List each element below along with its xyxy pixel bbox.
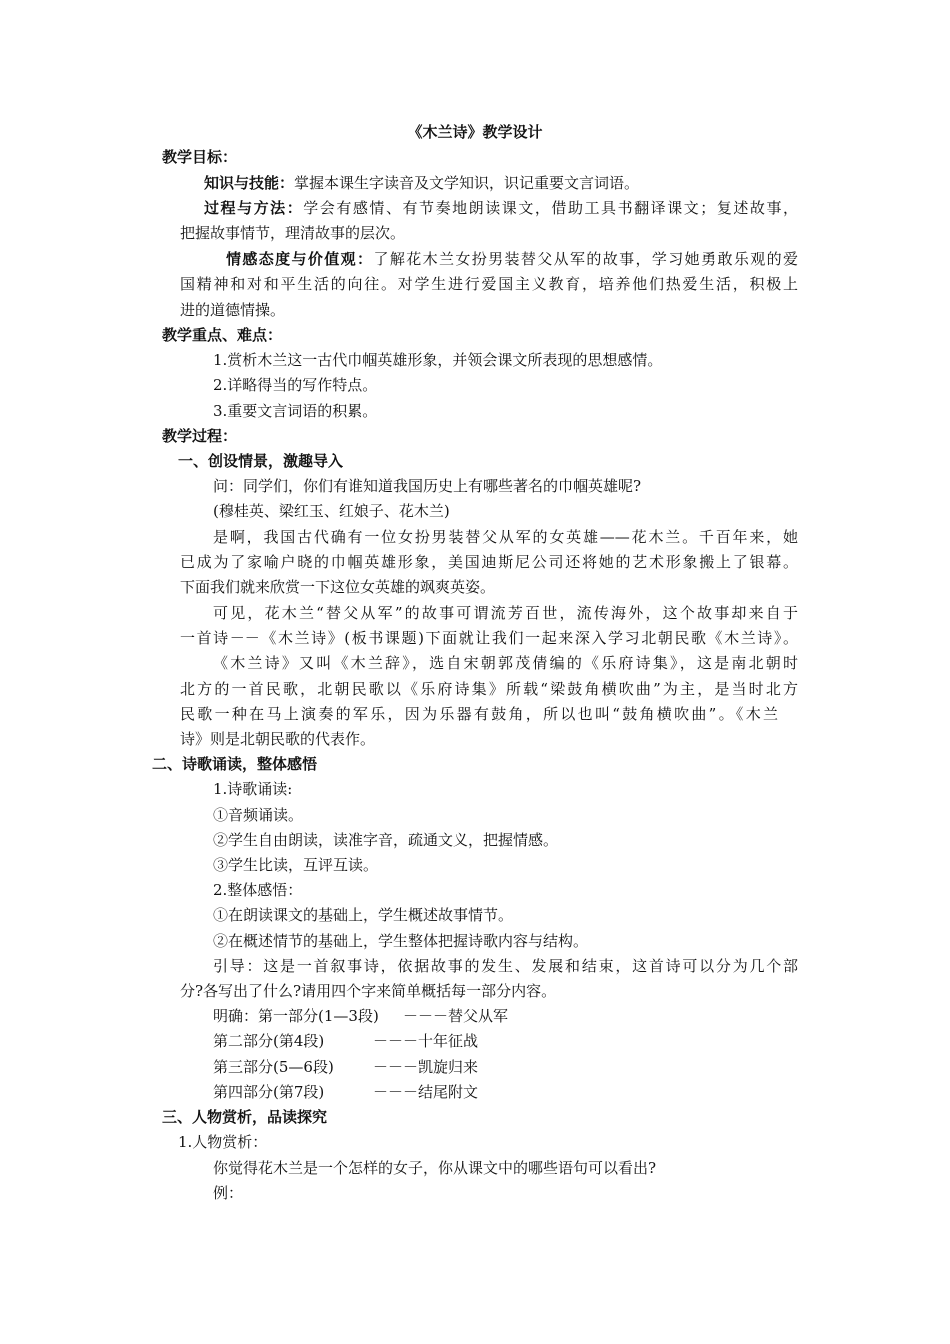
key-point-item: 3.重要文言词语的积累。	[213, 402, 378, 420]
section1-line: (穆桂英、梁红玉、红娘子、花木兰)	[213, 502, 450, 520]
knowledge-text: 掌握本课生字读音及文学知识，识记重要文言词语。	[294, 174, 640, 192]
section1-line: 北方的一首民歌，北朝民歌以《乐府诗集》所载“梁鼓角横吹曲”为主，是当时北方	[180, 680, 798, 698]
section2-line: ①在朗读课文的基础上，学生概述故事情节。	[213, 906, 514, 924]
key-points-heading: 教学重点、难点：	[162, 326, 283, 344]
section1-heading: 一、创设情景，激趣导入	[178, 452, 344, 470]
section1-line: 诗》则是北朝民歌的代表作。	[180, 730, 376, 748]
process-text-2: 把握故事情节，理清故事的层次。	[180, 224, 406, 242]
part-label: 第三部分(5—6段)	[213, 1058, 334, 1076]
objective-knowledge	[204, 173, 639, 193]
section2-heading: 二、诗歌诵读，整体感悟	[152, 755, 318, 773]
key-point-item: 2.详略得当的写作特点。	[213, 376, 378, 394]
section3-subheading: 1.人物赏析：	[178, 1133, 268, 1151]
part-label: 明确：第一部分(1—3段)	[213, 1007, 379, 1025]
part-label: 第二部分(第4段)	[213, 1032, 325, 1050]
section1-line: 可见，花木兰“替父从军”的故事可谓流芳百世，流传海外，这个故事却来自于	[213, 604, 798, 622]
section3-line: 例：	[213, 1184, 244, 1202]
process-heading: 教学过程：	[162, 427, 238, 445]
part-content: －－－结尾附文	[373, 1083, 479, 1101]
section1-line: 已成为了家喻户晓的巾帼英雄形象，美国迪斯尼公司还将她的艺术形象搬上了银幕。	[180, 553, 798, 571]
section3-line: 你觉得花木兰是一个怎样的女子，你从课文中的哪些语句可以看出?	[213, 1159, 657, 1177]
section1-line: 《木兰诗》又叫《木兰辞》，选自宋朝郭茂倩编的《乐府诗集》，这是南北朝时	[213, 654, 798, 672]
section2-line: ③学生比读，互评互读。	[213, 856, 379, 874]
knowledge-label: 知识与技能：	[204, 174, 295, 192]
document-title: 《木兰诗》教学设计	[407, 123, 543, 141]
process-text-1: 学会有感情、有节奏地朗读课文，借助工具书翻译课文；复述故事，	[303, 199, 798, 217]
objectives-heading: 教学目标：	[162, 148, 238, 166]
section1-line: 一首诗－－《木兰诗》(板书课题)下面就让我们一起来深入学习北朝民歌《木兰诗》。	[180, 629, 798, 647]
part-content: －－－凯旋归来	[373, 1058, 479, 1076]
section1-line: 是啊，我国古代确有一位女扮男装替父从军的女英雄——花木兰。千百年来，她	[213, 528, 798, 546]
emotion-text-2: 国精神和对和平生活的向往。对学生进行爱国主义教育，培养他们热爱生活，积极上	[180, 275, 798, 293]
emotion-text-1: 了解花木兰女扮男装替父从军的故事，学习她勇敢乐观的爱	[373, 250, 798, 268]
section2-line: ②在概述情节的基础上，学生整体把握诗歌内容与结构。	[213, 932, 589, 950]
objective-process	[204, 198, 798, 218]
section2-line: ②学生自由朗读，读准字音，疏通文义，把握情感。	[213, 831, 559, 849]
part-label: 第四部分(第7段)	[213, 1083, 325, 1101]
section2-line: 引导：这是一首叙事诗，依据故事的发生、发展和结束，这首诗可以分为几个部	[213, 957, 798, 975]
key-point-item: 1.赏析木兰这一古代巾帼英雄形象，并领会课文所表现的思想感情。	[213, 351, 663, 369]
section2-line: 2.整体感悟：	[213, 881, 303, 899]
section1-line: 问：同学们，你们有谁知道我国历史上有哪些著名的巾帼英雄呢?	[213, 477, 642, 495]
section2-line: 分?各写出了什么?请用四个字来简单概括每一部分内容。	[180, 982, 557, 1000]
objective-emotion	[226, 249, 798, 269]
section1-line: 下面我们就来欣赏一下这位女英雄的飒爽英姿。	[180, 578, 496, 596]
part-content: －－－十年征战	[373, 1032, 479, 1050]
process-label: 过程与方法：	[204, 199, 304, 217]
section2-line: 1.诗歌诵读:	[213, 780, 293, 798]
emotion-text-3: 进的道德情操。	[180, 301, 286, 319]
part-content: －－－替父从军	[403, 1007, 509, 1025]
section2-line: ①音频诵读。	[213, 806, 304, 824]
section3-heading: 三、人物赏析，品读探究	[162, 1108, 328, 1126]
emotion-label: 情感态度与价值观：	[226, 250, 374, 268]
section1-line: 民歌一种在马上演奏的军乐，因为乐器有鼓角，所以也叫“鼓角横吹曲”。《木兰	[180, 705, 778, 723]
